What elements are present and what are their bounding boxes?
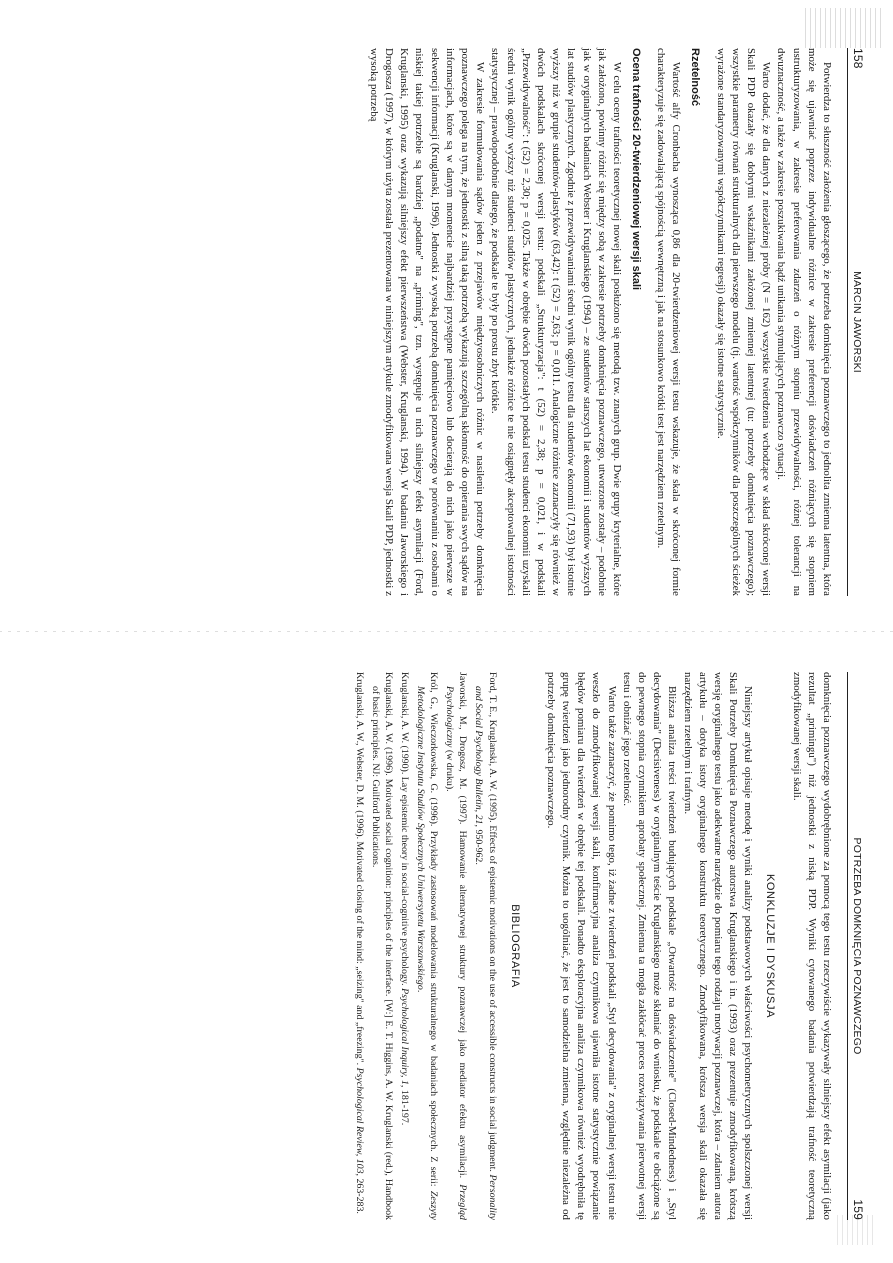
body-paragraph: Niniejszy artykuł opisuje metodę i wyniki analizy podstawowych właściwości psychometrycznych spolszczonej wersji Skali Potrzeby Domknięcia Poznawczego autorstwa Kruglanskiego i in. (1993) oraz prezentuje zmodyfikowaną, krótszą wersję oryginalnego testu jako adekwatne narzędzie do pomiaru tego rodzaju motywacji poznawczej, która – zdaniem autora artykułu – dotyka istoty oryginalnego konstruktu teoretycznego. Zmodyfikowana, krótsza wersja skali okazała się narzędziem rzetelnym i trafnym.	[681, 672, 755, 1220]
body-paragraph: Bliższa analiza treści twierdzeń budujących podskale „Otwartość na doświadczenie" (Closed-Mindedness) i „Styl decydowania" (Decisiveness) w oryginalnym teście Kruglanskiego może skłaniać do wniosku, że podskale te obciążone są do pewnego stopnia czynnikiem aprobaty społecznej. Zmienna ta mogła zakłócać proces rozwiązywania pierwotnej wersji testu i obniżać jego rzetelność.	[620, 672, 679, 1220]
section-heading-validity: Ocena trafności 20-twierdzeniowej wersji skali	[629, 48, 642, 291]
reference-list	[353, 672, 499, 1220]
bibliography-heading: BIBLIOGRAFIA	[508, 904, 521, 988]
reference-item: Król, G., Wieczorkowska, G. (1996). Przykłady zastosowań modelowania strukturalnego w badaniach społecznych. Z serii: Zeszyty Metodologiczne Instytutu Studiów Społecznych Uniwersytetu Warszawskiego.	[414, 672, 440, 1220]
body-paragraph: W zakresie formułowania sądów jeden z przejawów międzyosobniczych różnic w nasileniu potrzeby domknięcia poznawczego polega na tym, że jednostki z silną taką potrzebą wykazują szczególną skłonność do opierania swych sądów na informacjach, które są w danym momencie najbardziej przystępne pamięciowo lub docierają do nich jako pierwsze w sekwencji informacji (Kruglanski, 1996). Jednostki z wysoką potrzebą domknięcia poznawczego w porównaniu z osobami o niskiej takiej potrzebie są bardziej „podatne" na „priming", tzn. występuje u nich silniejszy efekt asymilacji (Ford, Kruglanski, 1995) oraz wykazują silniejszy efekt pierwszeństwa (Webster, Kruglanski, 1994). W badaniu Jaworskiego i Drogosza (1997), w którym użyta została prezentowana w niniejszym artykule zmodyfikowana wersja Skali PDP, jednostki z wysoką potrzebą	[367, 48, 487, 596]
body-paragraph: domknięcia poznawczego wydobrębnione za pomocą tego testu rzeczywiście wykazywały silniejszy efekt asymilacji (jako rezultat „primingu") niż jednostki z niską PDP. Wyniki cytowanego badania potwierdzają trafność teoretyczną zmodyfikowanej wersji skali.	[790, 672, 833, 1220]
body-paragraph: W celu oceny trafności teoretycznej nowej skali posłużono się metodą tzw. znanych grup. Dwie grupy kryterialne, które jak założono, powinny różnić się między sobą w zakresie potrzeby domknięcia poznawczego, utworzone zostały – podobnie jak w oryginalnych badaniach Webster i Kruglanskiego (1994) – ze studentów starszych lat ekonomii i studentów wyższych lat studiów plastycznych. Zgodnie z przewidywaniami średni wynik ogólny testu dla studentów ekonomii (71,93) był istotnie wyższy niż w grupie studentów-plastyków (63,42): t (52) = 2,63; p = 0,011. Analogiczne różnice zaznaczyły się również w dwóch podskalach skróconej wersji testu: podskali „Strukturyzacja": t (52) = 2,38; p = 0,021, i w podskali „Przewidywalność": t (52) = 2,30; p = 0,025. Także w obrębie dwóch pozostałych podskal testu studenci ekonomii uzyskali średni wynik ogólny wyższy niż studenci studiów plastycznych, jednakże różnice te nie osiągnęły akceptowalnej istotności statystycznej – prawdopodobnie dlatego, że podskale te były po prostu zbyt krótkie.	[489, 48, 623, 596]
scan-artifact	[805, 8, 885, 48]
body-paragraph: Wartość alfy Cronbacha wynosząca 0,86 dla 20-twierdzeniowej wersji testu wskazuje, że skala w skróconej formie charakteryzuje się zadowalającą spójnością wewnętrzną i jak na stosunkowo krótki test jest narzędziem rzetelnym.	[655, 48, 683, 596]
running-header	[847, 48, 865, 596]
body-paragraph: Potwierdza to słuszność założenia głoszącego, że potrzeba domknięcia poznawczego to jednolita zmienna latentna, która może się ujawniać poprzez indywidualne różnice w zakresie preferencji doświadczeń różniących się stopniem ustrukturyzowania, w zakresie preferowania zdarzeń o różnym stopniu przewidywalności, różnej tolerancji na dwuznaczność, a także w zakresie poszukiwania bądź unikania stymulujących poznawczo sytuacji.	[775, 48, 833, 596]
reference-item: Kruglanski, A. W. (1990). Lay epistemic theory in social-cognitive psychology. Psychological Inquiry, 1, 181-197.	[398, 672, 410, 1126]
section-heading-conclusions: KONKLUZJE I DYSKUSJA	[764, 873, 777, 1019]
running-header	[847, 672, 865, 1220]
body-paragraph: Warto dodać, że dla danych z niezależnej próby (N = 162) wszystkie twierdzenia wchodzące w skład skróconej wersji Skali PDP okazały się dobrymi wskaźnikami założonej zmiennej latentnej (tu: potrzeby domknięcia poznawczego); wszystkie parametry równań strukturalnych dla pierwszego modelu (tj. wartość współczynników dla poszczególnych ścieżek wyrażone standaryzowanymi współczynnikami regresji) okazały się istotne statystycznie.	[714, 48, 773, 596]
reference-item: Ford, T. E., Kruglanski, A. W. (1995). Effects of epistemic motivations on the use of accessible constructs in social judgment. Personality and Social Psychology Bulletin, 21, 950-962.	[472, 672, 498, 1220]
left-page	[27, 48, 865, 596]
reference-item: Kruglanski, A. W. (1996). Motivated social cognition: principles of the interface. [W:] E. T. Higgins, A. W. Kruglanski (red.), Handbook of basic principles. NJ: Guilford Publications.	[369, 672, 395, 1220]
body-paragraph: Warto także zaznaczyć, że pomimo tego, iż żadne z twierdzeń podskali „Styl decydowania" z oryginalnej wersji testu nie weszło do zmodyfikowanej wersji skali, konfirmacyjna analiza czynnikowa ujawniła istotne statystycznie powiązanie błędów pomiaru dla twierdzeń w obrębie tej podskali. Ponadto eksploracyjna analiza czynnikowa również wyodrębniła tę grupę twierdzeń jako jednorodny czynnik. Można to uogólniać, że jest to samodzielna zmienna, względnie niezależna od potrzeby domknięcia poznawczego.	[544, 672, 618, 1220]
running-title: POTRZEBA DOMKNIĘCIA POZNAWCZEGO	[851, 837, 863, 1055]
page-number: 159	[851, 1199, 865, 1220]
right-page	[27, 672, 865, 1220]
running-title: MARCIN JAWORSKI	[851, 271, 863, 373]
page-number: 158	[851, 48, 865, 69]
page-fold	[0, 631, 893, 632]
reference-item: Kruglanski, A. W., Webster, D. M. (1996). Motivated closing of the mind: „seizing" and „freezing". Psychological Review, 103, 263-283.	[354, 672, 366, 1214]
reference-item: Jaworski, M., Drogosz, M. (1997). Hamowanie alternatywnej struktury poznawczej jako mediator efektu asymilacji. Przegląd Psychologiczny (w druku).	[443, 672, 469, 1220]
section-heading-reliability: Rzetelność	[689, 48, 702, 107]
